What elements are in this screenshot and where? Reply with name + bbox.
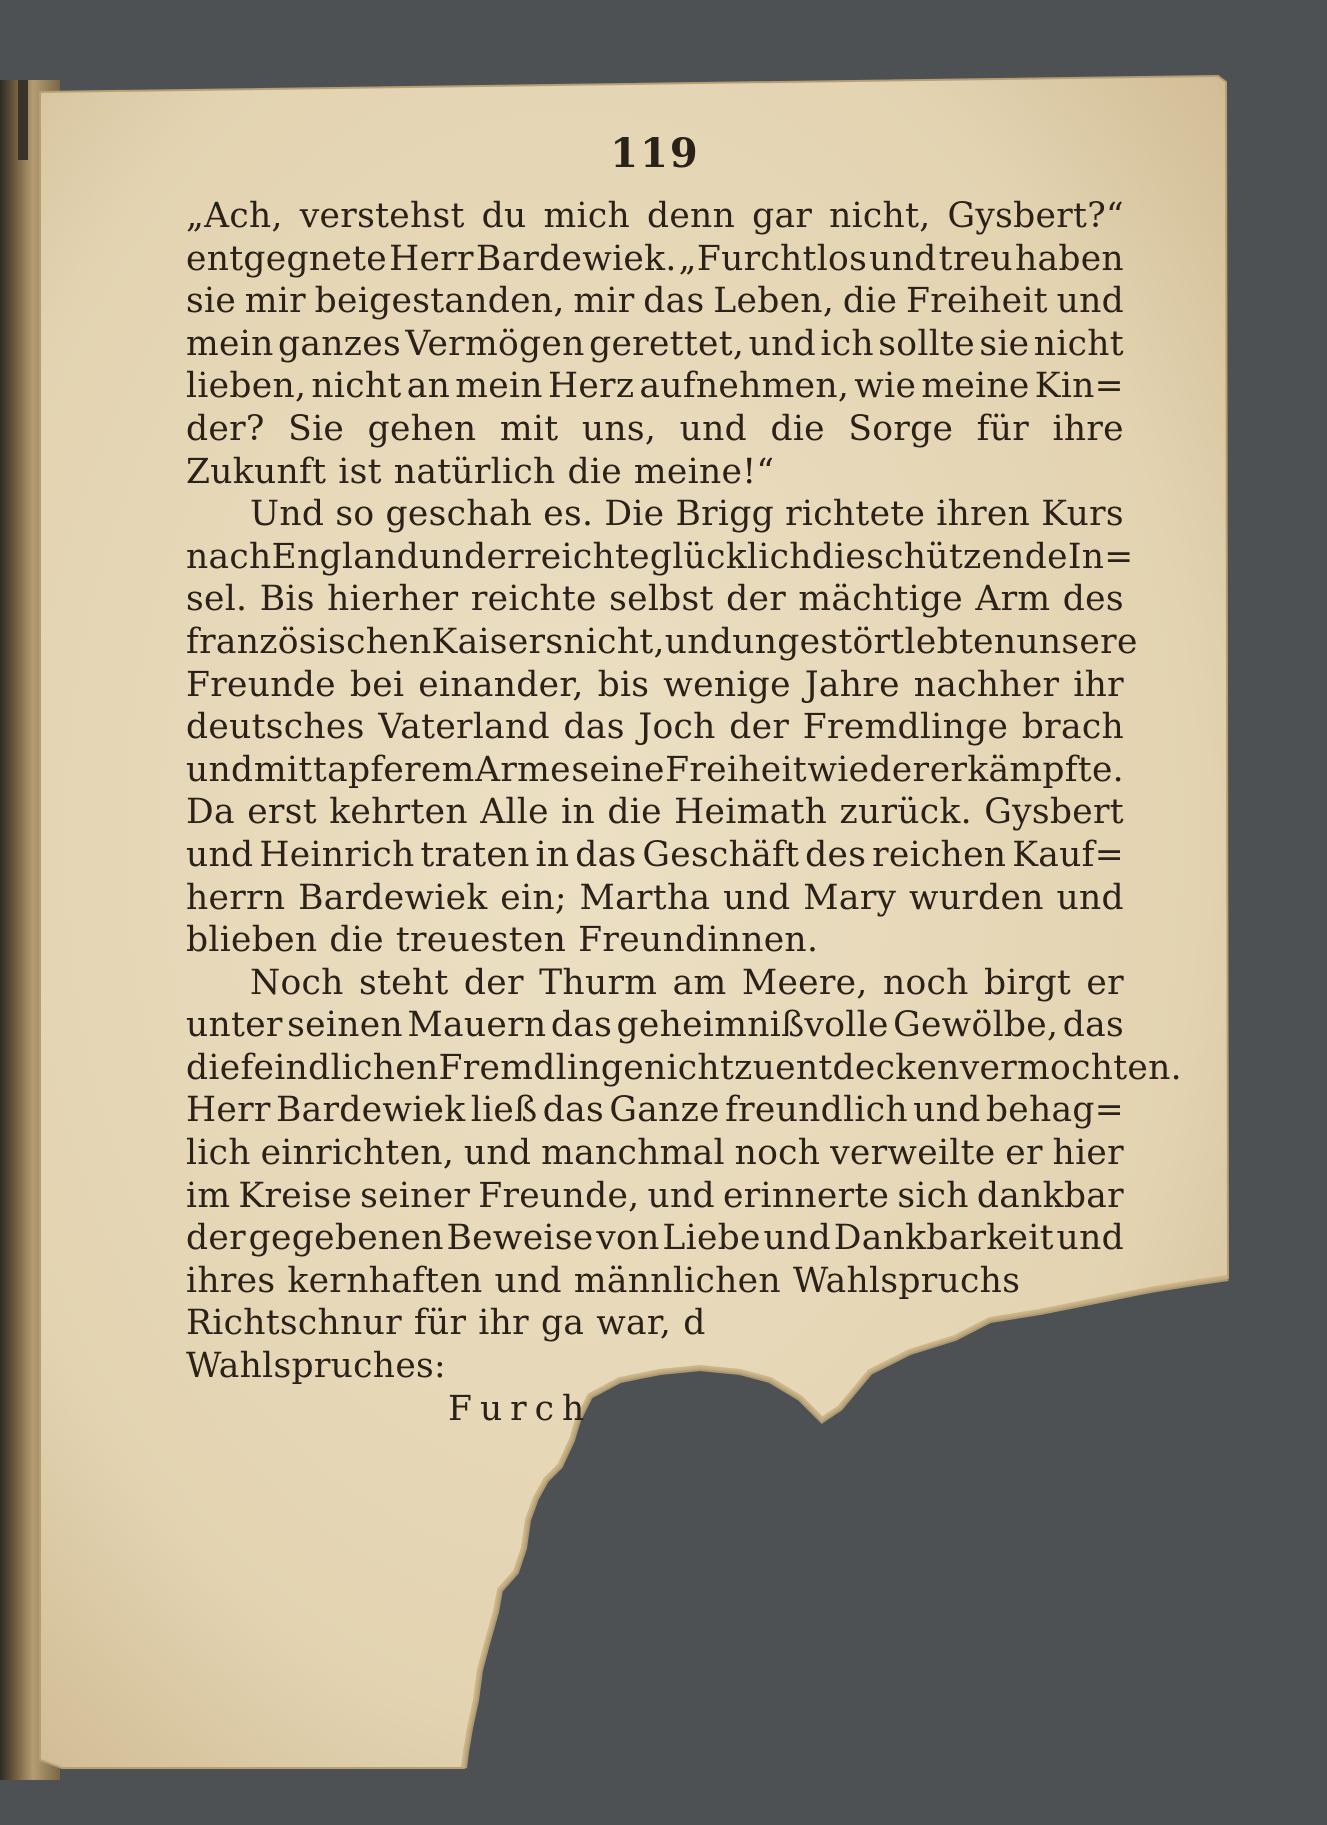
word: feindlichen [240, 1047, 439, 1088]
word: an [406, 366, 451, 407]
word: erinnerte [723, 1175, 890, 1216]
word: unsere [1016, 621, 1138, 662]
word: Gewölbe, [893, 1005, 1059, 1046]
word: wie [854, 366, 917, 407]
word: und [869, 238, 937, 279]
word: Sorge [848, 408, 954, 449]
word: und [1056, 877, 1124, 918]
word: Liebe [662, 1218, 761, 1259]
word: Mary [803, 877, 897, 918]
word: freundlich [725, 1090, 908, 1131]
word: geheimnißvolle [616, 1005, 889, 1046]
word: Bardewiek. [475, 238, 677, 279]
word: die [811, 536, 867, 577]
page-text [186, 130, 1182, 1430]
word: seinen [287, 1005, 403, 1046]
word: Kurs [1041, 494, 1124, 535]
word: die [842, 281, 898, 322]
word: mir [244, 281, 306, 322]
word: ihr [1073, 664, 1124, 705]
word: nicht [643, 1047, 735, 1088]
word: ihr [478, 1303, 529, 1344]
word: Heinrich [259, 834, 415, 875]
word: kernhaften [287, 1260, 483, 1301]
word: Arme [475, 749, 571, 790]
word: Die [604, 494, 665, 535]
word: In= [1067, 536, 1134, 577]
text-line [186, 493, 1124, 536]
word: ihren [936, 494, 1031, 535]
word: und [186, 749, 254, 790]
text-line [186, 919, 1124, 962]
word: seine [571, 749, 665, 790]
word: ich [820, 323, 874, 364]
word: Ganze [609, 1090, 720, 1131]
text-line [186, 1345, 1124, 1388]
text-line [186, 536, 1134, 579]
word: treuesten [395, 920, 567, 961]
word: von [596, 1218, 660, 1259]
word: meine!“ [633, 451, 775, 492]
word: die [770, 408, 825, 449]
word: Bardewiek [298, 877, 488, 918]
word: in [561, 792, 596, 833]
text-line [186, 195, 1124, 238]
word: ließ [470, 1090, 538, 1131]
word: zurück. [839, 792, 972, 833]
word: Martha [579, 877, 711, 918]
word: noch [734, 1133, 821, 1174]
text-line [186, 749, 1124, 792]
word: Wahlspruchs [792, 1260, 1021, 1301]
word: die [567, 451, 622, 492]
word: ganzes [278, 323, 401, 364]
word: mit [499, 408, 559, 449]
word: hier [1052, 1133, 1124, 1174]
word: Leben, [713, 281, 835, 322]
word: reichte [470, 579, 597, 620]
word: nicht [311, 366, 402, 407]
word: Und [250, 494, 325, 535]
word: und [419, 536, 487, 577]
word: zu [734, 1047, 776, 1088]
word: mit [253, 749, 313, 790]
word: Freiheit [906, 281, 1048, 322]
word: sel. [186, 579, 248, 620]
word: das [643, 281, 705, 322]
word: und [763, 1218, 831, 1259]
word: Da [186, 792, 235, 833]
word: lieben, [186, 366, 307, 407]
word: der [463, 962, 524, 1003]
word: Vaterland [378, 707, 550, 748]
word: mir [573, 281, 635, 322]
text-line [186, 1132, 1124, 1175]
text-line [186, 1260, 1124, 1303]
word: für [413, 1303, 467, 1344]
word: Kin= [1034, 366, 1124, 407]
word: Freiheit [665, 749, 807, 790]
word: gegebenen [248, 1218, 444, 1259]
word: und [186, 834, 254, 875]
word: nachher [913, 664, 1060, 705]
text-line [186, 365, 1124, 408]
word: Gysbert?“ [947, 196, 1124, 236]
word: Alle [480, 792, 549, 833]
word: erkämpfte. [929, 749, 1124, 790]
word: ungestört [732, 621, 905, 662]
word: verstehst [299, 196, 465, 236]
word: das [550, 1005, 613, 1046]
word: das [575, 834, 637, 875]
word: Dankbarkeit [833, 1218, 1054, 1259]
word: Herr [186, 1090, 271, 1131]
word: Bardewiek [275, 1090, 466, 1131]
word: das [542, 1090, 605, 1131]
word: er [1005, 1133, 1043, 1174]
word: Joch [638, 707, 716, 748]
text-line [186, 280, 1124, 323]
word: selbst [609, 579, 714, 620]
word: Jahre [804, 664, 900, 705]
word: und [748, 323, 816, 364]
word: ein; [500, 877, 567, 918]
word: Herr [389, 238, 474, 279]
word: lich [186, 1133, 251, 1174]
word: Freunde, [478, 1175, 640, 1216]
text-line [186, 1217, 1124, 1260]
word: Freundinnen. [578, 920, 819, 961]
word: aufnehmen, [639, 366, 850, 407]
word: bis [597, 664, 650, 705]
word: Noch [250, 962, 344, 1003]
word: sollte [878, 323, 975, 364]
text-line [186, 451, 1124, 494]
text-line [186, 1089, 1124, 1132]
word: Bis [259, 579, 315, 620]
word: schützende [866, 536, 1068, 577]
word: der [729, 707, 790, 748]
word: „Ach, [186, 196, 283, 236]
word: das [563, 707, 625, 748]
word: und [679, 408, 748, 449]
word: gehen [367, 408, 477, 449]
word: Herz [547, 366, 635, 407]
word: erreichte [486, 536, 650, 577]
word: gar [752, 196, 813, 236]
word: ga [540, 1303, 585, 1344]
word: im [186, 1175, 231, 1216]
word: tapferem [312, 749, 475, 790]
word: einrichten, [260, 1133, 455, 1174]
word: Mauern [407, 1005, 547, 1046]
text-line [186, 706, 1124, 749]
text-line [186, 877, 1124, 920]
word: einander, [418, 664, 584, 705]
word: Geschäft [642, 834, 800, 875]
word: behag= [985, 1090, 1124, 1131]
word: haben [1014, 238, 1124, 279]
word: mächtige [798, 579, 963, 620]
word: birgt [984, 962, 1072, 1003]
word: bei [349, 664, 405, 705]
word: die [329, 920, 384, 961]
word: d [683, 1303, 706, 1344]
word: richtete [785, 494, 926, 535]
word: nicht, [563, 621, 665, 662]
word: war, [596, 1303, 672, 1344]
word: in [535, 834, 570, 875]
word: und [647, 1175, 715, 1216]
word: mein [455, 366, 543, 407]
word: Kreise [238, 1175, 353, 1216]
word: entdecken [775, 1047, 960, 1088]
text-line [186, 791, 1124, 834]
word: dankbar [976, 1175, 1124, 1216]
word: brach [1021, 707, 1124, 748]
word: Heimath [674, 792, 828, 833]
word: vermochten. [959, 1047, 1182, 1088]
word: und [723, 877, 791, 918]
word: der? [186, 408, 265, 449]
word: und [1056, 1218, 1124, 1259]
word: gerettet, [589, 323, 745, 364]
word: Arm [975, 579, 1051, 620]
word: Thurm [539, 962, 658, 1003]
word: so [335, 494, 375, 535]
word: Brigg [675, 494, 775, 535]
text-line [186, 1388, 1124, 1431]
word: wenige [663, 664, 791, 705]
text-line [186, 621, 1138, 664]
word: nicht [1033, 323, 1124, 364]
word: die [186, 1047, 241, 1088]
word: manchmal [541, 1133, 725, 1174]
word: der [726, 579, 786, 620]
word: Zukunft [186, 451, 327, 492]
word: es. [543, 494, 594, 535]
word: „Furchtlos [678, 238, 868, 279]
word: England [271, 536, 420, 577]
text-line [186, 1175, 1124, 1218]
word: glücklich [649, 536, 812, 577]
word: ist [338, 451, 382, 492]
text-line [186, 1047, 1182, 1090]
word: entgegnete [186, 238, 388, 279]
word: natürlich [393, 451, 556, 492]
word: wurden [909, 877, 1044, 918]
word: Sie [288, 408, 345, 449]
word: sich [897, 1175, 969, 1216]
word: und [664, 621, 733, 662]
word: seiner [360, 1175, 471, 1216]
word: mich [543, 196, 630, 236]
word: denn [646, 196, 736, 236]
word: nach [186, 536, 272, 577]
word: für [976, 408, 1030, 449]
word: du [481, 196, 527, 236]
word: treu [938, 238, 1013, 279]
text-line [186, 578, 1124, 621]
word: Fremdlinge [438, 1047, 644, 1088]
word: er [1086, 962, 1124, 1003]
word: Gysbert [984, 792, 1124, 833]
word: mein [186, 323, 274, 364]
word: Wahlspruches: [186, 1346, 446, 1387]
text-line [186, 962, 1124, 1005]
word: ihres [186, 1260, 276, 1301]
word: unter [186, 1005, 283, 1046]
word: traten [420, 834, 530, 875]
word: Furch [448, 1388, 593, 1429]
text-line [186, 1302, 1124, 1345]
word: geschah [385, 494, 533, 535]
word: reichen [872, 834, 1007, 875]
word: des [805, 834, 867, 875]
word: des [1062, 579, 1124, 620]
word: verweilte [830, 1133, 996, 1174]
word: sie [979, 323, 1030, 364]
word: ihre [1052, 408, 1124, 449]
text-lines [186, 195, 1182, 1430]
word: französischen [186, 621, 432, 662]
word: nicht, [829, 196, 931, 236]
word: und [463, 1133, 532, 1174]
text-line [186, 323, 1124, 366]
text-line [186, 834, 1124, 877]
word: lebten [904, 621, 1017, 662]
word: deutsches [186, 707, 365, 748]
word: herrn [186, 877, 286, 918]
word: Vermögen [405, 323, 585, 364]
word: blieben [186, 920, 318, 961]
text-line [186, 664, 1124, 707]
text-line [186, 1004, 1124, 1047]
word: Kauf= [1012, 834, 1124, 875]
word: beigestanden, [314, 281, 565, 322]
page-number: 119 [610, 130, 700, 177]
word: wieder [807, 749, 930, 790]
word: der [186, 1218, 246, 1259]
word: steht [359, 962, 449, 1003]
word: Fremdlinge [802, 707, 1009, 748]
word: noch [882, 962, 969, 1003]
word: Freunde [186, 664, 336, 705]
word: kehrten [329, 792, 468, 833]
word: männlichen [573, 1260, 781, 1301]
word: die [607, 792, 662, 833]
word: sie [186, 281, 237, 322]
word: meine [921, 366, 1030, 407]
text-line [186, 238, 1124, 281]
word: und [494, 1260, 562, 1301]
word: am [672, 962, 727, 1003]
word: Kaisers [431, 621, 564, 662]
word: Richtschnur [186, 1303, 402, 1344]
word: erst [247, 792, 317, 833]
text-line [186, 408, 1124, 451]
word: Beweise [446, 1218, 594, 1259]
word: Meere, [741, 962, 868, 1003]
word: hierher [327, 579, 459, 620]
word: und [1056, 281, 1124, 322]
word: uns, [581, 408, 657, 449]
word: und [913, 1090, 981, 1131]
word: das [1062, 1005, 1124, 1046]
